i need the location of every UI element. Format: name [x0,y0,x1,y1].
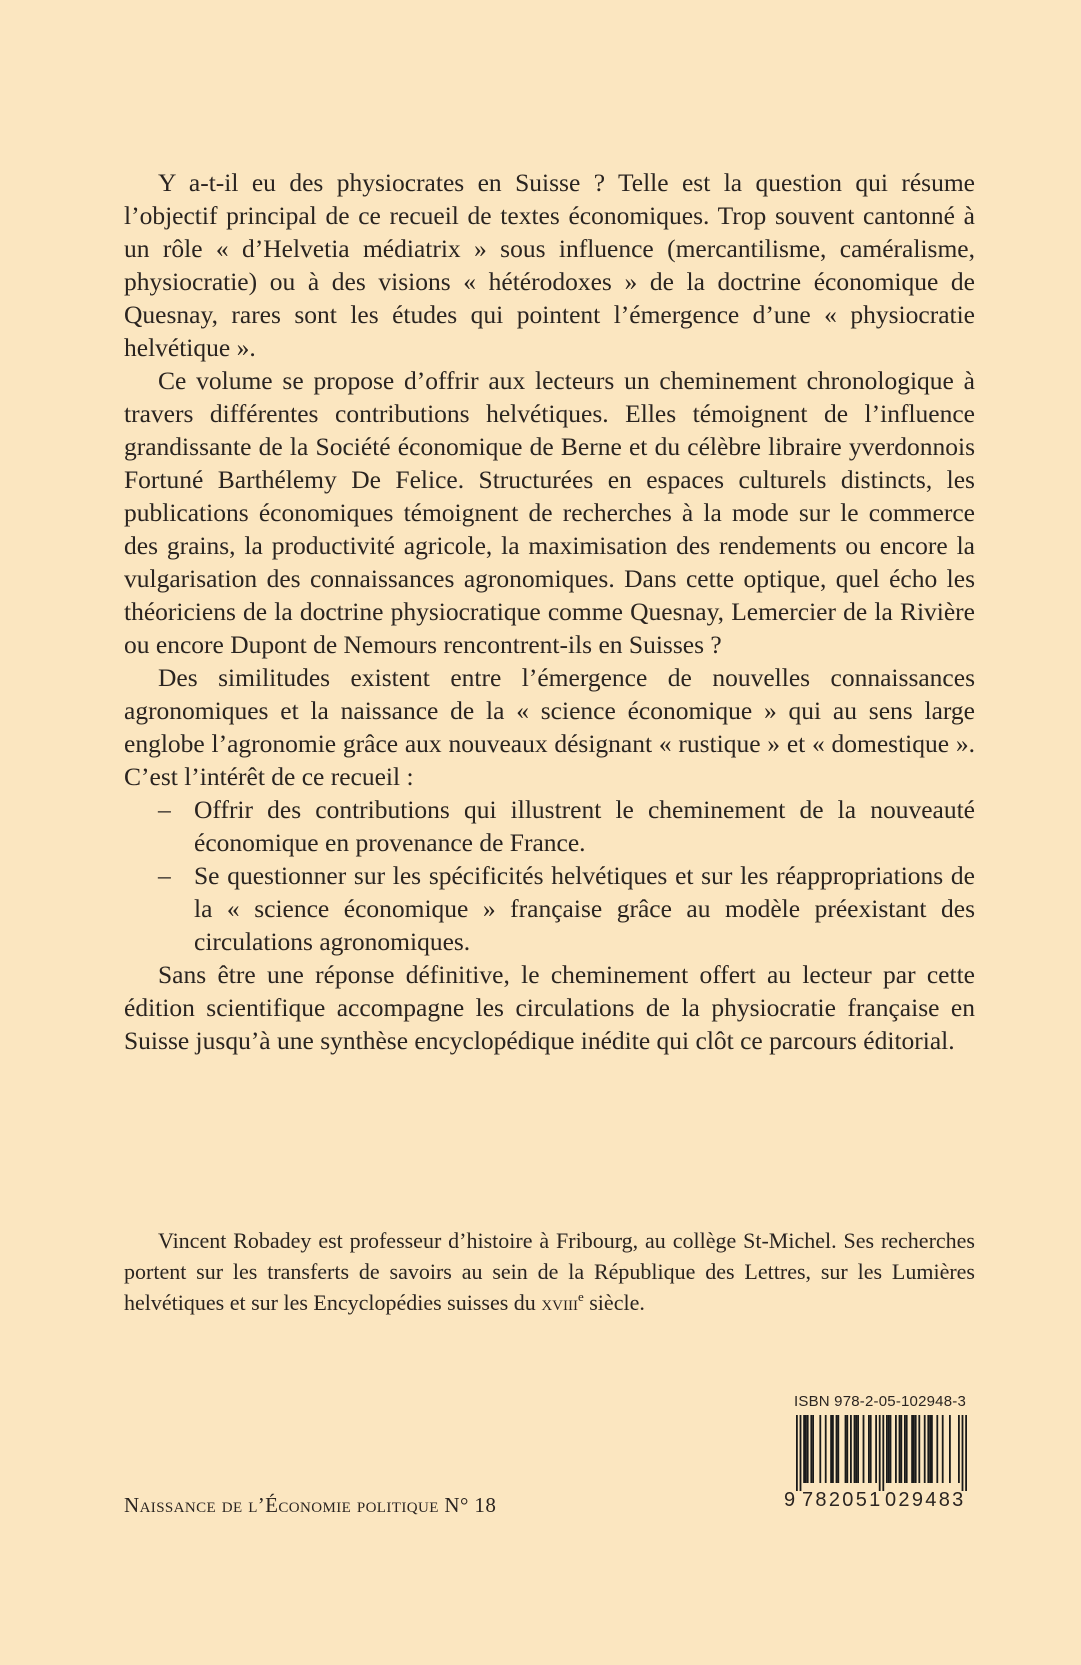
barcode-bar [837,1415,839,1483]
barcode-bar [936,1415,938,1483]
barcode-guard-bar [965,1415,967,1491]
list-item-text: Se questionner sur les spécificités helvétiques et sur les réappropriations de la « science économique » française grâce au modèle préexistant des circulations agronomiques. [194,861,975,956]
barcode-guard-bar [796,1415,798,1491]
barcode-bar [807,1415,809,1483]
isbn-digit-group-1: 782051 [802,1489,883,1511]
barcode-bar [958,1415,960,1483]
barcode-bar [875,1415,877,1483]
century-roman: xviii [541,1290,578,1315]
barcode-bar [890,1415,892,1483]
barcode-bar [895,1415,897,1483]
isbn-digit-first: 9 [784,1489,796,1511]
barcode-bar [899,1415,901,1483]
series-title: Naissance de l’Économie politique N° 18 [124,1493,497,1517]
barcode-bar [845,1415,847,1483]
dash-marker: – [158,795,171,824]
blurb-paragraph-3: Des similitudes existent entre l’émergence de nouvelles connaissances agronomiques et la naissance de la « science économique » qui au sens large englobe l’agronomie grâce aux nouveaux désignant « rustique » et « domestique ». C’est l’intérêt de ce recueil : [124,663,975,791]
blurb-paragraph-1: Y a-t-il eu des physiocrates en Suisse ? Telle est la question qui résume l’objectif principal de ce recueil de textes économiques. Trop souvent cantonné à un rôle « d’Helvetia médiatrix » sous influence (mercantilisme, caméralisme, physiocratie) ou à des visions « hétérodoxes » de la doctrine économique de Quesnay, rares sont les études qui pointent l’émergence d’une « physiocratie helvétique ». [124,168,975,362]
barcode-bar [942,1415,944,1483]
author-bio-text [124,1225,975,1318]
barcode-bar [836,1415,838,1483]
isbn-label: ISBN 978-2-05-102948-3 [794,1393,967,1410]
isbn-digit-group-2: 029483 [885,1489,966,1511]
author-bio-main: Vincent Robadey est professeur d’histoire à Fribourg, au collège St-Michel. Ses recherches portent sur les transferts de savoirs au sein de la République des Lettres, sur les Lumières helvétiques et sur les Encyclopédies suisses du [124,1228,975,1315]
barcode-bar [832,1415,834,1483]
barcode-bar [855,1415,857,1483]
barcode-bar [911,1415,913,1483]
barcode-bar [803,1415,805,1483]
barcode-bar [863,1415,865,1483]
barcode-bar [927,1415,929,1483]
barcode-bar [915,1415,917,1483]
barcode-bar [949,1415,951,1483]
barcode-bar [924,1415,926,1483]
objectives-list [124,793,975,958]
barcode-bar [900,1415,902,1483]
author-bio [124,1225,975,1318]
blurb-paragraph-2: Ce volume se propose d’offrir aux lecteurs un cheminement chronologique à travers différentes contributions helvétiques. Elles témoignent de l’influence grandissante de la Société économique de Berne et du célèbre libraire yverdonnois Fortuné Barthélemy De Felice. Structurées en espaces culturels distincts, les publications économiques témoignent de recherches à la mode sur le commerce des grains, la productivité agricole, la maximisation des rendements ou encore la vulgarisation des connaissances agronomiques. Dans cette optique, quel écho les théoriciens de la doctrine physiocratique comme Quesnay, Lemercier de la Rivière ou encore Dupont de Nemours rencontrent-ils en Suisses ? [124,366,975,659]
barcode-bar [868,1415,870,1483]
barcode-bar [825,1415,827,1483]
century-superscript: e [577,1289,584,1304]
barcode-bar [913,1415,915,1483]
isbn-barcode-block [784,1393,974,1523]
blurb-paragraph-4: Sans être une réponse définitive, le cheminement offert au lecteur par cette édition scientifique accompagne les circulations de la physiocratie française en Suisse jusqu’à une synthèse encyclopédique inédite qui clôt ce parcours éditorial. [124,960,975,1055]
barcode-guard-bar [882,1415,884,1491]
list-item [124,859,975,958]
barcode-bar [904,1415,906,1483]
book-blurb [124,166,975,1057]
barcode-bar [870,1415,872,1483]
barcode-bar [886,1415,888,1483]
barcode-bar [854,1415,856,1483]
barcode-bar [846,1415,848,1483]
dash-marker: – [158,861,171,890]
barcode-bar [918,1415,920,1483]
barcode-bar [812,1415,814,1483]
barcode-guard-bar [879,1415,881,1491]
barcode-bar [830,1415,832,1483]
barcode-guard-bar [800,1415,802,1491]
barcode-bar [805,1415,807,1483]
barcode-bar [810,1415,812,1483]
list-item-text: Offrir des contributions qui illustrent le cheminement de la nouveauté économique en provenance de France. [194,795,975,857]
barcode-bar [888,1415,890,1483]
barcode-bar [819,1415,821,1483]
list-item [124,793,975,859]
barcode-bar [906,1415,908,1483]
barcode-guard-bar [962,1415,964,1491]
barcode-bar [931,1415,933,1483]
barcode-bar [929,1415,931,1483]
barcode-bar [850,1415,852,1483]
author-bio-tail: siècle. [583,1290,645,1315]
ean13-barcode [784,1415,974,1491]
barcode-bar [857,1415,859,1483]
